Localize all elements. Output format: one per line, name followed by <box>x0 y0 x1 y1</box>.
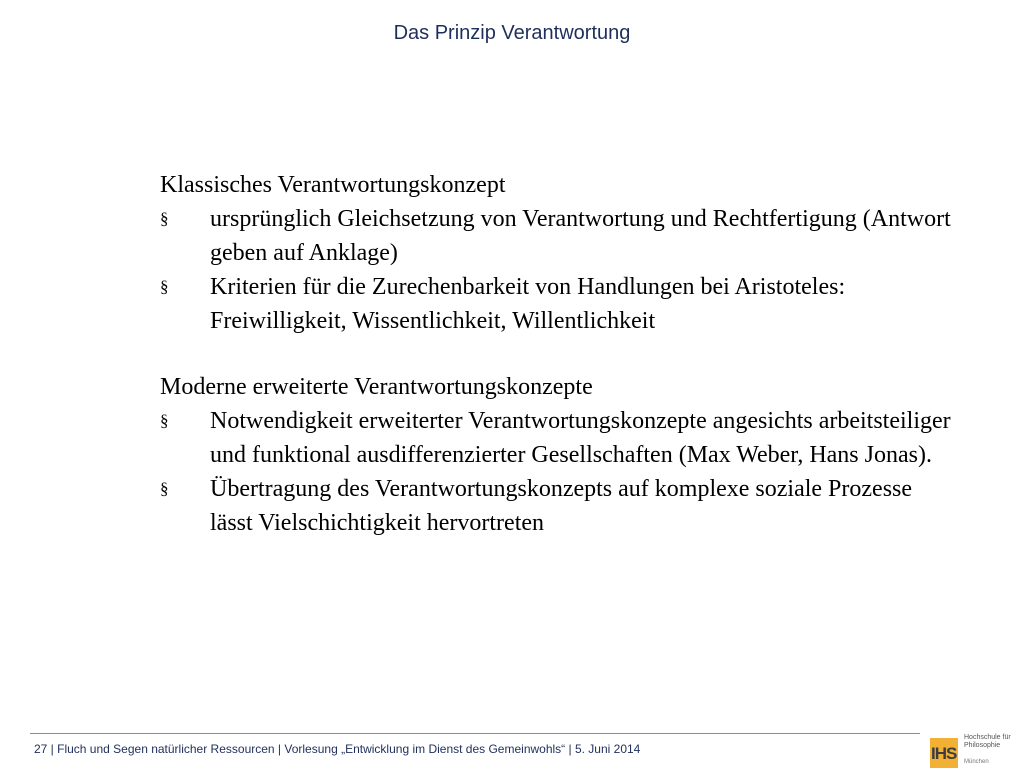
bullet-list <box>160 404 960 540</box>
section-sign-icon: § <box>160 479 169 498</box>
section-heading: Klassisches Verantwortungskonzept <box>160 172 506 198</box>
footer-divider <box>30 733 920 734</box>
bullet-item <box>160 202 960 270</box>
section-sign-icon: § <box>160 209 169 228</box>
slide-content <box>160 168 960 540</box>
bullet-text: Übertragung des Verantwortungskonzepts auf komplexe soziale Prozesse lässt Vielschichtigkeit hervortreten <box>210 476 913 536</box>
logo-subtext: München <box>964 759 989 765</box>
bullet-item <box>160 472 960 540</box>
bullet-item <box>160 270 960 338</box>
section-sign-icon: § <box>160 277 169 296</box>
logo-letters: IHS <box>931 744 957 763</box>
slide-title: Das Prinzip Verantwortung <box>393 22 631 44</box>
section-sign-icon: § <box>160 411 169 430</box>
bullet-item <box>160 404 960 472</box>
section-modern <box>160 370 960 540</box>
section-heading: Moderne erweiterte Verantwortungskonzepte <box>160 374 593 400</box>
footer-text: 27 | Fluch und Segen natürlicher Ressourcen | Vorlesung „Entwicklung im Dienst des Gemeinwohls“ | 5. Juni 2014 <box>34 742 641 756</box>
bullet-text: Kriterien für die Zurechenbarkeit von Handlungen bei Aristoteles: Freiwilligkeit, Wissentlichkeit, Willentlichkeit <box>210 274 846 334</box>
section-classical <box>160 168 960 338</box>
bullet-list <box>160 202 960 338</box>
ihs-logo <box>930 734 1016 768</box>
logo-text: Hochschule für Philosophie <box>964 734 1011 749</box>
bullet-text: ursprünglich Gleichsetzung von Verantwortung und Rechtfertigung (Antwort geben auf Anklage) <box>210 206 951 266</box>
bullet-text: Notwendigkeit erweiterter Verantwortungskonzepte angesichts arbeitsteiliger und funktional ausdifferenzierter Gesellschaften (Max Weber, Hans Jonas). <box>210 408 951 468</box>
